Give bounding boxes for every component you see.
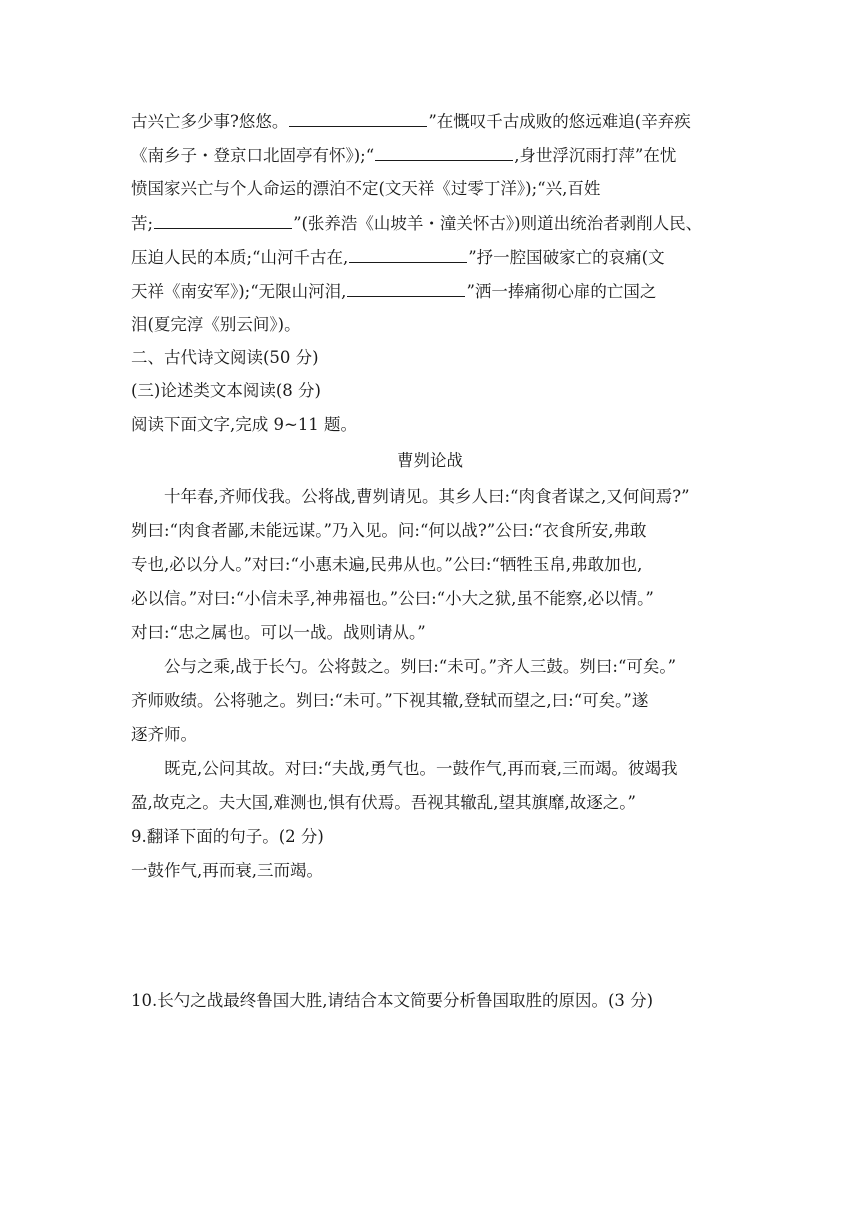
poetry-line-5 [131, 245, 665, 269]
poetry-text: 古兴亡多少事?悠悠。 [131, 112, 289, 131]
question-9-sentence: 一鼓作气,再而衰,三而竭。 [131, 861, 323, 880]
poetry-text: 泪(夏完淳《别云间》)。 [131, 315, 301, 334]
passage-title: 曹刿论战 [397, 451, 463, 470]
passage-line: 对曰:“忠之属也。可以一战。战则请从。” [131, 623, 426, 642]
poetry-line-2 [131, 143, 676, 167]
poetry-line-7 [131, 313, 301, 337]
passage-line: 十年春,齐师伐我。公将战,曹刿请见。其乡人曰:“肉食者谋之,又何间焉?” [164, 487, 690, 506]
poetry-text: 《南乡子・登京口北固亭有怀》);“ [131, 146, 375, 165]
passage-line: 盈,故克之。夫大国,难测也,惧有伏焉。吾视其辙乱,望其旗靡,故逐之。” [131, 793, 636, 812]
question-9-prompt: 9.翻译下面的句子。(2 分) [131, 827, 324, 846]
section-heading-part3: (三)论述类文本阅读(8 分) [131, 381, 321, 400]
poetry-text: ”抒一腔国破家亡的哀痛(文 [468, 248, 665, 267]
passage-line: 刿曰:“肉食者鄙,未能远谋。”乃入见。问:“何以战?”公曰:“衣食所安,弗敢 [131, 521, 647, 540]
question-10-prompt: 10.长勺之战最终鲁国大胜,请结合本文简要分析鲁国取胜的原因。(3 分) [131, 991, 654, 1010]
passage-line: 逐齐师。 [131, 725, 197, 744]
passage-line: 既克,公问其故。对曰:“夫战,勇气也。一鼓作气,再而衰,三而竭。彼竭我 [164, 759, 678, 778]
poetry-text: ”在慨叹千古成败的悠远难追(辛弃疾 [428, 112, 691, 131]
reading-instruction: 阅读下面文字,完成 9~11 题。 [131, 415, 358, 434]
poetry-text: ”洒一捧痛彻心扉的亡国之 [466, 282, 657, 301]
answer-blank[interactable] [289, 109, 427, 127]
poetry-text: ”(张养浩《山坡羊・潼关怀古》)则道出统治者剥削人民、 [293, 214, 703, 233]
poetry-text: 压迫人民的本质;“山河千古在, [131, 248, 349, 267]
passage-line: 公与之乘,战于长勺。公将鼓之。刿曰:“未可。”齐人三鼓。刿曰:“可矣。” [164, 657, 677, 676]
answer-blank[interactable] [347, 279, 465, 297]
poetry-line-3 [131, 177, 600, 201]
poetry-line-4 [131, 211, 702, 235]
answer-blank[interactable] [375, 143, 513, 161]
poetry-text: 天祥《南安军》);“无限山河泪, [131, 282, 347, 301]
poetry-text: 苦; [131, 214, 154, 233]
poetry-line-1 [131, 109, 691, 133]
answer-blank[interactable] [349, 245, 467, 263]
section-heading-part2: 二、古代诗文阅读(50 分) [131, 348, 319, 367]
poetry-text: 愤国家兴亡与个人命运的漂泊不定(文天祥《过零丁洋》);“兴,百姓 [131, 179, 601, 198]
answer-blank[interactable] [154, 211, 292, 229]
passage-line: 必以信。”对曰:“小信未孚,神弗福也。”公曰:“小大之狱,虽不能察,必以情。” [131, 589, 654, 608]
poetry-line-6 [131, 279, 656, 303]
poetry-text: ,身世浮沉雨打萍”在忧 [514, 146, 677, 165]
passage-line: 齐师败绩。公将驰之。刿曰:“未可。”下视其辙,登轼而望之,曰:“可矣。”遂 [131, 691, 649, 710]
passage-line: 专也,必以分人。”对曰:“小惠未遍,民弗从也。”公曰:“牺牲玉帛,弗敢加也, [131, 555, 643, 574]
